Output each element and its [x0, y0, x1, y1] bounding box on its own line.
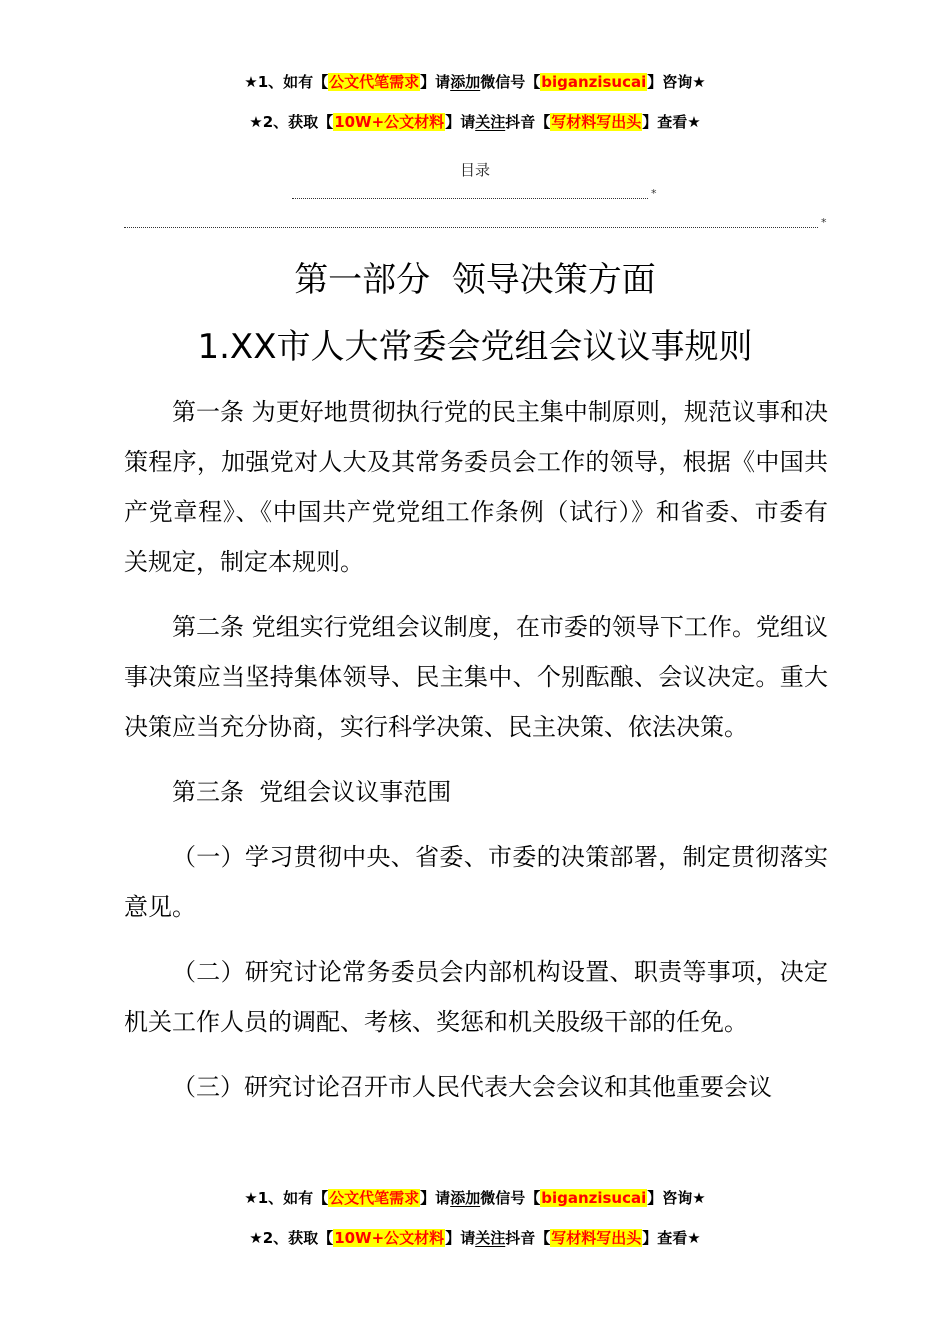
highlight-materials: 10W+公文材料 [334, 113, 445, 131]
clause-1-paragraph: （一）学习贯彻中央、省委、市委的决策部署，制定贯彻落实意见。 [124, 843, 828, 921]
toc-entry-marker-1: * [651, 187, 657, 200]
toc-entry-marker-2: * [821, 216, 827, 229]
bottom-banner-line-2: ★2、获取【10W+公文材料】请关注抖音【写材料写出头】查看★ [249, 1229, 701, 1247]
highlight-service: 公文代笔需求 [329, 1189, 420, 1207]
part-heading: 第一部分 领导决策方面 [294, 260, 656, 300]
article-3-heading: 第三条 党组会议议事范围 [172, 778, 452, 806]
highlight-douyin-account: 写材料写出头 [551, 113, 642, 131]
toc-leader-line-2 [124, 215, 818, 228]
bottom-banner-line-1: ★1、如有【公文代笔需求】请添加微信号【biganzisucai】咨询★ [244, 1189, 706, 1207]
highlight-douyin-account: 写材料写出头 [551, 1229, 642, 1247]
document-body [124, 387, 828, 1127]
article-1-paragraph: 第一条 为更好地贯彻执行党的民主集中制原则，规范议事和决策程序，加强党对人大及其常务委员会工作的领导，根据《中国共产党章程》、《中国共产党党组工作条例（试行）》和省委、市委有关规定，制定本规则。 [124, 398, 828, 576]
toc-title: 目录 [459, 161, 490, 179]
top-banner-line-1: ★1、如有【公文代笔需求】请添加微信号【biganzisucai】咨询★ [244, 73, 706, 91]
highlight-service: 公文代笔需求 [329, 73, 420, 91]
highlight-materials: 10W+公文材料 [334, 1229, 445, 1247]
document-title: 1.XX市人大常委会党组会议议事规则 [197, 327, 753, 367]
toc-leader-line-1 [292, 186, 648, 199]
clause-3-paragraph: （三）研究讨论召开市人民代表大会会议和其他重要会议 [172, 1073, 772, 1101]
clause-2-paragraph: （二）研究讨论常务委员会内部机构设置、职责等事项，决定机关工作人员的调配、考核、奖惩和机关股级干部的任免。 [124, 958, 828, 1036]
top-banner-line-2: ★2、获取【10W+公文材料】请关注抖音【写材料写出头】查看★ [249, 113, 701, 131]
highlight-wechat-id: biganzisucai [541, 1189, 647, 1207]
highlight-wechat-id: biganzisucai [541, 73, 647, 91]
article-2-paragraph: 第二条 党组实行党组会议制度，在市委的领导下工作。党组议事决策应当坚持集体领导、民主集中、个别酝酿、会议决定。重大决策应当充分协商，实行科学决策、民主决策、依法决策。 [124, 613, 828, 741]
